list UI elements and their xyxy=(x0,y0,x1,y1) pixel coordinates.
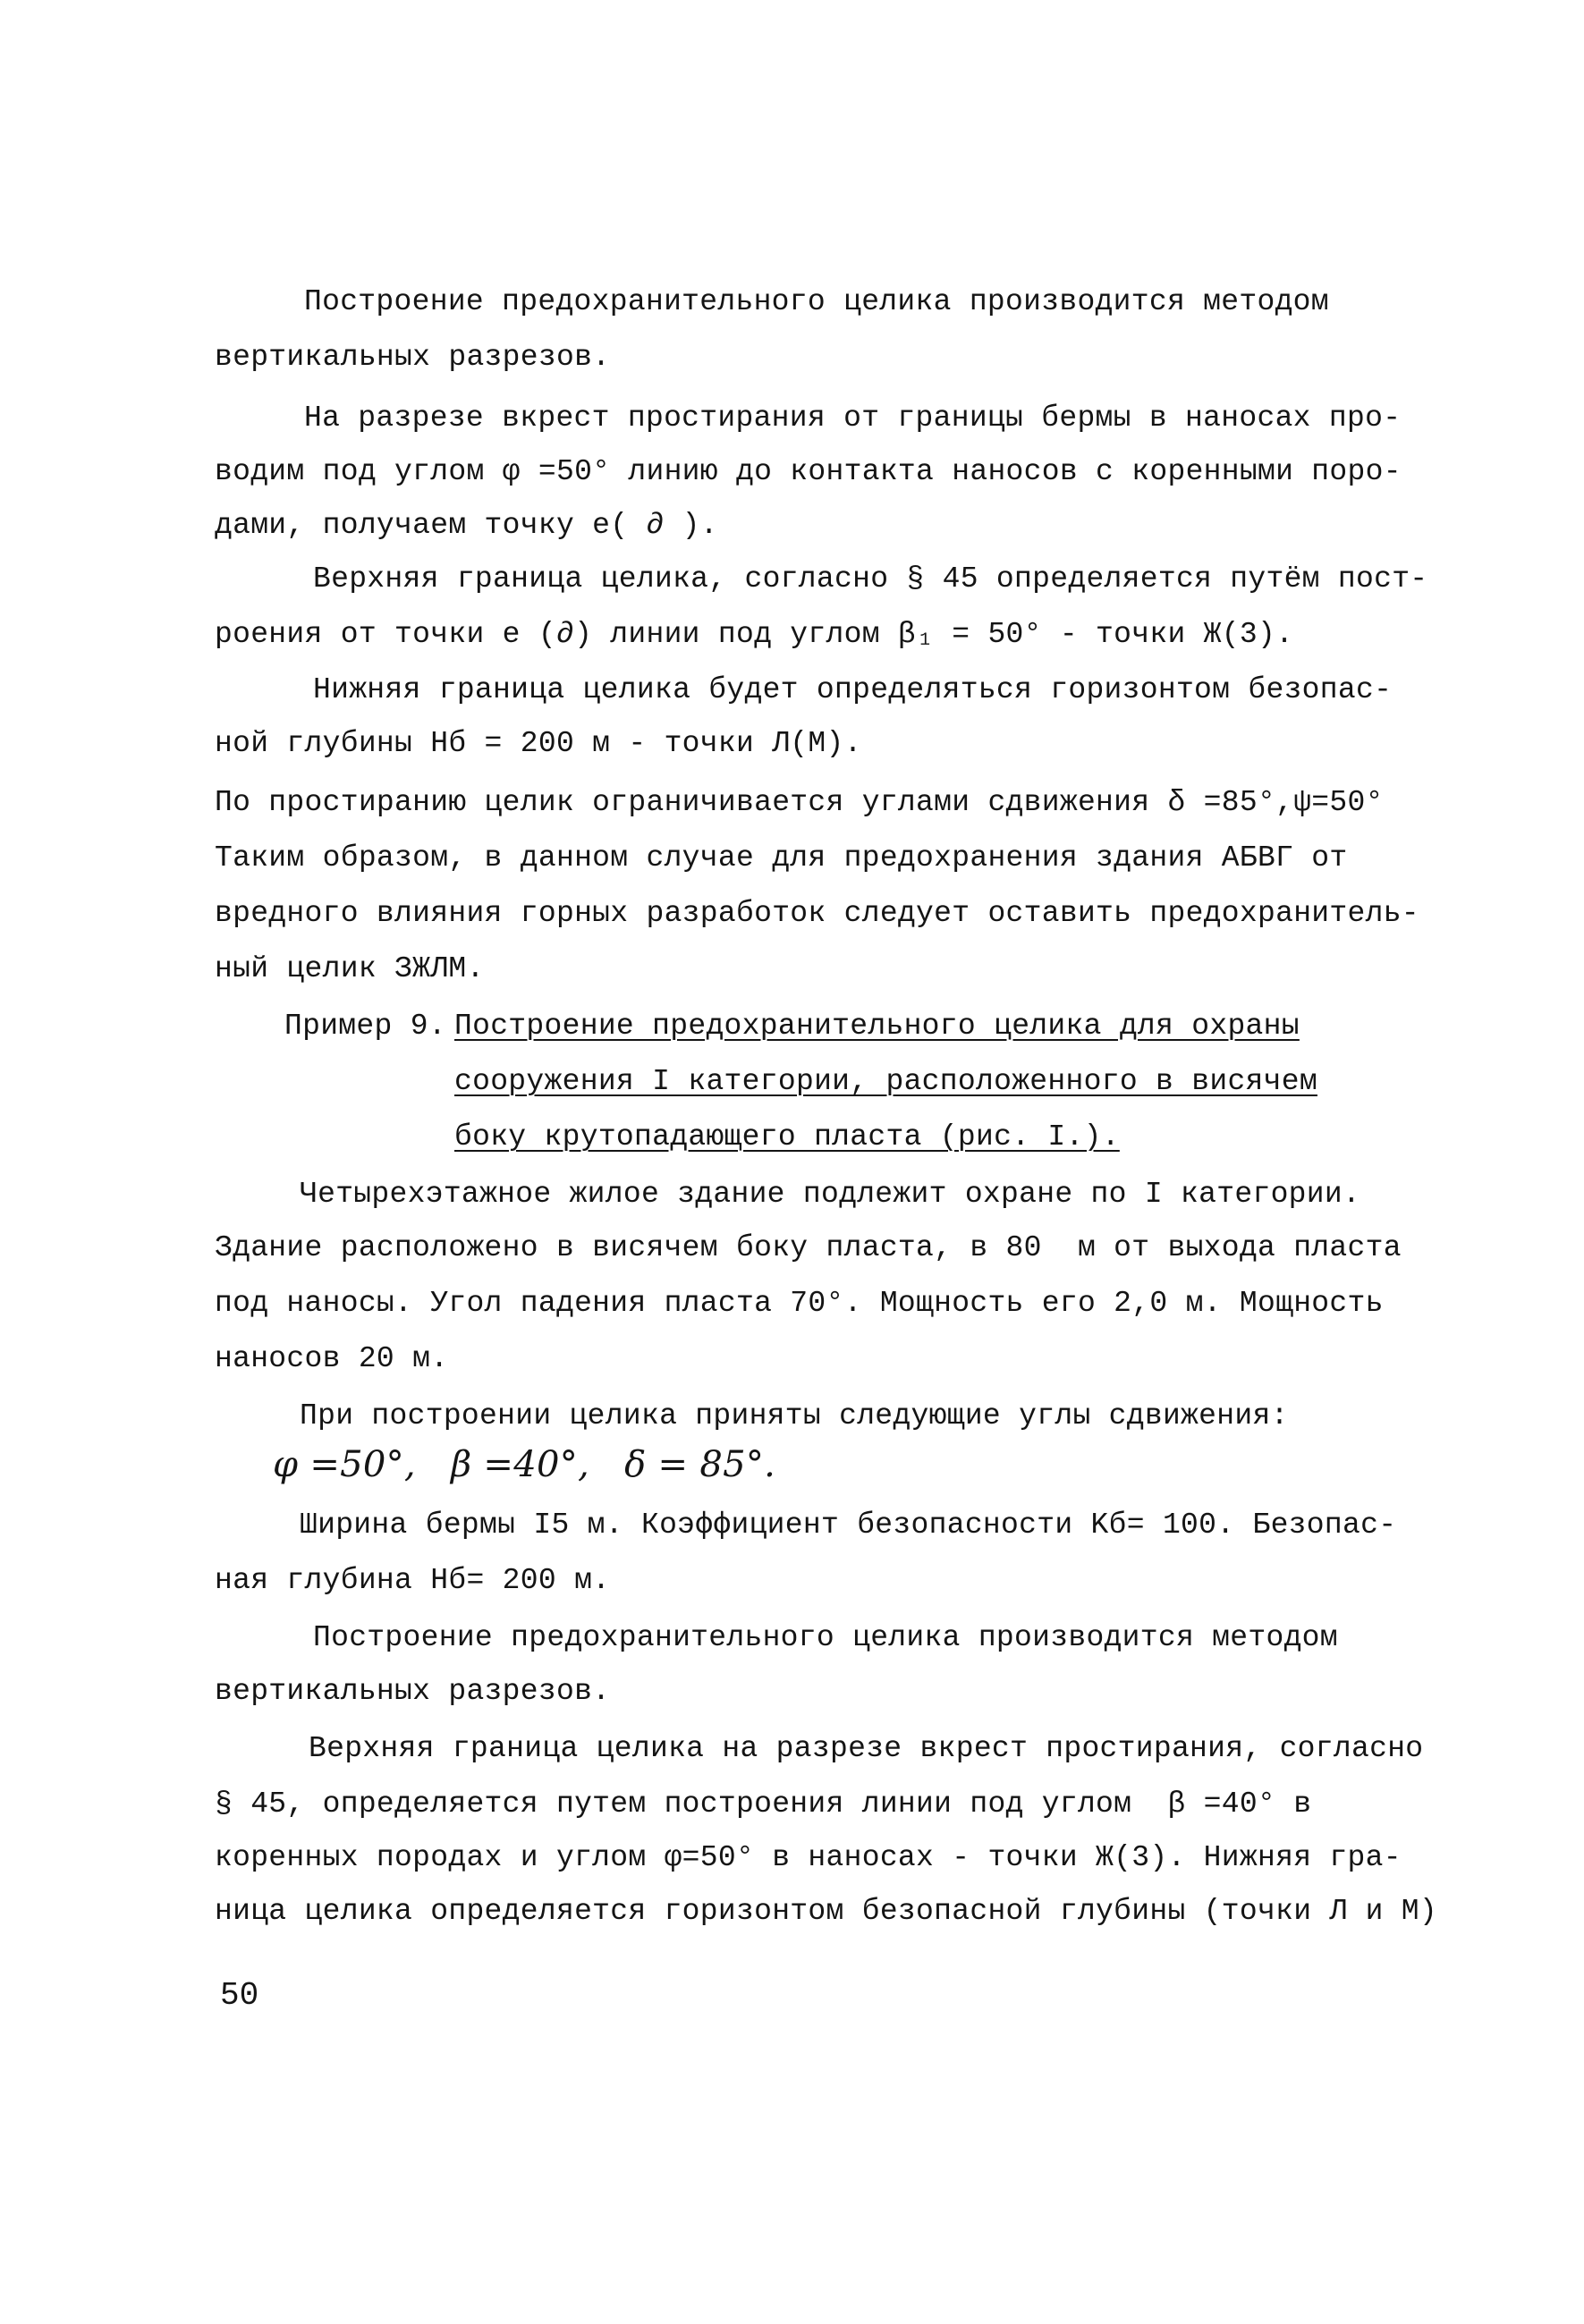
text-line: вертикальных разрезов. xyxy=(215,1675,611,1708)
text-line: На разрезе вкрест простирания от границы бермы в наносах про- xyxy=(304,401,1402,435)
text-line: Нижняя граница целика будет определяться горизонтом безопас- xyxy=(313,673,1393,706)
text-line: вертикальных разрезов. xyxy=(215,341,611,374)
text-line: водим под углом φ =50° линию до контакта наносов с коренными поро- xyxy=(215,455,1402,488)
page-number: 50 xyxy=(220,1977,259,2014)
example-title: Построение предохранительного целика для охраны xyxy=(454,1010,1300,1043)
text-line: под наносы. Угол падения пласта 70°. Мощность его 2,0 м. Мощность xyxy=(215,1287,1384,1320)
text-line: Ширина бермы I5 м. Коэффициент безопасности Kб= 100. Безопас- xyxy=(300,1508,1397,1542)
text-line: ница целика определяется горизонтом безопасной глубины (точки Л и М) xyxy=(215,1895,1438,1928)
text-line: Таким образом, в данном случае для предохранения здания АБВГ от xyxy=(215,841,1348,875)
text-line: дами, получаем точку е( ∂ ). xyxy=(215,509,718,542)
text-line: Здание расположено в висячем боку пласта, в 80 м от выхода пласта xyxy=(215,1231,1402,1264)
example-title: сооружения I категории, расположенного в висячем xyxy=(454,1065,1317,1098)
text-line: По простиранию целик ограничивается углами сдвижения δ =85°,ψ=50° xyxy=(215,786,1384,819)
text-line: Построение предохранительного целика производится методом xyxy=(313,1621,1338,1654)
angles-formula: φ =50°, β =40°, δ = 85°. xyxy=(273,1444,776,1485)
text-line: § 45, определяется путем построения линии под углом β =40° в xyxy=(215,1787,1312,1821)
example-title: боку крутопадающего пласта (рис. I.). xyxy=(454,1120,1120,1154)
text-line: ная глубина Hб= 200 м. xyxy=(215,1564,611,1597)
text-line: коренных породах и углом φ=50° в наносах - точки Ж(3). Нижняя гра- xyxy=(215,1841,1402,1874)
text-line: При построении целика приняты следующие углы сдвижения: xyxy=(300,1399,1289,1432)
text-line: ной глубины Нб = 200 м - точки Л(М). xyxy=(215,727,862,760)
text-line: роения от точки е (∂) линии под углом β₁ = 50° - точки Ж(3). xyxy=(215,618,1294,651)
text-line: Построение предохранительного целика производится методом xyxy=(304,285,1329,318)
text-line: вредного влияния горных разработок следует оставить предохранитель- xyxy=(215,897,1419,930)
text-line: Верхняя граница целика, согласно § 45 определяется путём пост- xyxy=(313,562,1428,596)
text-line: Верхняя граница целика на разрезе вкрест простирания, согласно xyxy=(309,1732,1424,1765)
text-line: ный целик ЗЖЛМ. xyxy=(215,952,485,985)
example-label: Пример 9. xyxy=(284,1010,446,1043)
text-line: наносов 20 м. xyxy=(215,1342,449,1375)
text-line: Четырехэтажное жилое здание подлежит охране по I категории. xyxy=(300,1178,1361,1211)
